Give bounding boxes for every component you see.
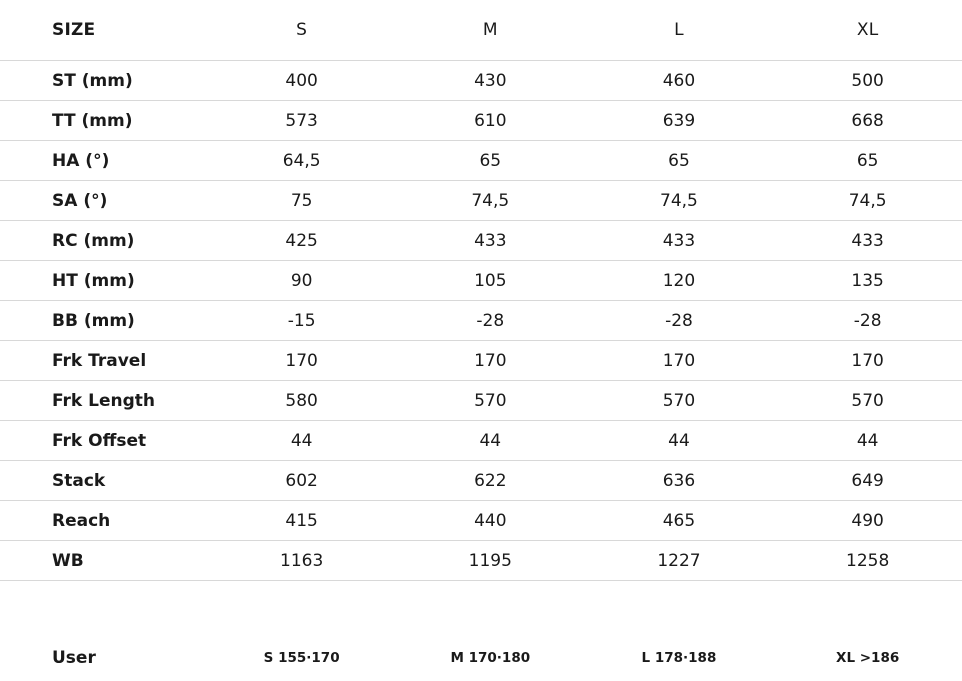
cell-xl: 1258 [773,541,962,581]
cell-l: -28 [585,301,774,341]
table-row [0,421,962,461]
cell-s: 580 [207,381,396,421]
cell-l: 74,5 [585,181,774,221]
row-label-user: User [52,648,96,668]
cell-l: 44 [585,421,774,461]
cell-s: 170 [207,341,396,381]
table-row [0,181,962,221]
spacer-cell [396,581,585,638]
cell-xl: 65 [773,141,962,181]
table-header-row [0,0,962,61]
cell-l: 170 [585,341,774,381]
spacer-cell [773,581,962,638]
cell-s: 602 [207,461,396,501]
cell-l: 65 [585,141,774,181]
cell-l: 465 [585,501,774,541]
cell-m: 74,5 [396,181,585,221]
cell-m: 170 [396,341,585,381]
cell-xl: 500 [773,61,962,101]
cell-xl: 74,5 [773,181,962,221]
row-label: WB [0,541,207,581]
cell-m: 433 [396,221,585,261]
cell-m: 1195 [396,541,585,581]
table-row [0,301,962,341]
cell-xl: 135 [773,261,962,301]
user-cell-xl: XL >186 [836,650,900,666]
row-label: SA (°) [0,181,207,221]
cell-s: 415 [207,501,396,541]
row-label: ST (mm) [0,61,207,101]
row-label: Frk Travel [0,341,207,381]
cell-s: 44 [207,421,396,461]
cell-s: 1163 [207,541,396,581]
cell-xl: 649 [773,461,962,501]
cell-s: 64,5 [207,141,396,181]
table-spacer [0,581,962,638]
table-row [0,541,962,581]
table-row [0,461,962,501]
row-label: HT (mm) [0,261,207,301]
cell-m: 430 [396,61,585,101]
user-cell-m: M 170·180 [450,650,531,666]
row-label: Frk Length [0,381,207,421]
column-header-size: SIZE [52,20,96,40]
table-row [0,381,962,421]
user-cell-s: S 155·170 [263,650,340,666]
cell-xl: 433 [773,221,962,261]
row-label: TT (mm) [0,101,207,141]
cell-xl: 490 [773,501,962,541]
column-header-xl: XL [856,20,879,40]
row-label: RC (mm) [0,221,207,261]
row-label: Stack [0,461,207,501]
cell-s: 573 [207,101,396,141]
cell-xl: 668 [773,101,962,141]
table-row [0,341,962,381]
cell-m: 65 [396,141,585,181]
cell-s: -15 [207,301,396,341]
user-height-row [0,637,962,679]
cell-m: 610 [396,101,585,141]
row-label: Reach [0,501,207,541]
cell-xl: 44 [773,421,962,461]
table-row [0,221,962,261]
cell-l: 120 [585,261,774,301]
cell-s: 75 [207,181,396,221]
cell-s: 425 [207,221,396,261]
row-label: HA (°) [0,141,207,181]
cell-xl: 170 [773,341,962,381]
table-row [0,501,962,541]
cell-l: 636 [585,461,774,501]
row-label: Frk Offset [0,421,207,461]
cell-s: 400 [207,61,396,101]
row-label: BB (mm) [0,301,207,341]
table-row [0,261,962,301]
table-row [0,61,962,101]
cell-m: -28 [396,301,585,341]
cell-m: 570 [396,381,585,421]
table-row [0,101,962,141]
column-header-l: L [674,20,684,40]
spacer-cell [0,581,207,638]
cell-l: 570 [585,381,774,421]
cell-l: 639 [585,101,774,141]
user-cell-l: L 178·188 [641,650,717,666]
cell-m: 440 [396,501,585,541]
cell-m: 105 [396,261,585,301]
cell-l: 433 [585,221,774,261]
cell-m: 622 [396,461,585,501]
cell-xl: -28 [773,301,962,341]
cell-m: 44 [396,421,585,461]
cell-l: 1227 [585,541,774,581]
table-row [0,141,962,181]
cell-xl: 570 [773,381,962,421]
column-header-s: S [296,20,308,40]
spacer-cell [207,581,396,638]
column-header-m: M [482,20,498,40]
cell-s: 90 [207,261,396,301]
spacer-cell [585,581,774,638]
cell-l: 460 [585,61,774,101]
